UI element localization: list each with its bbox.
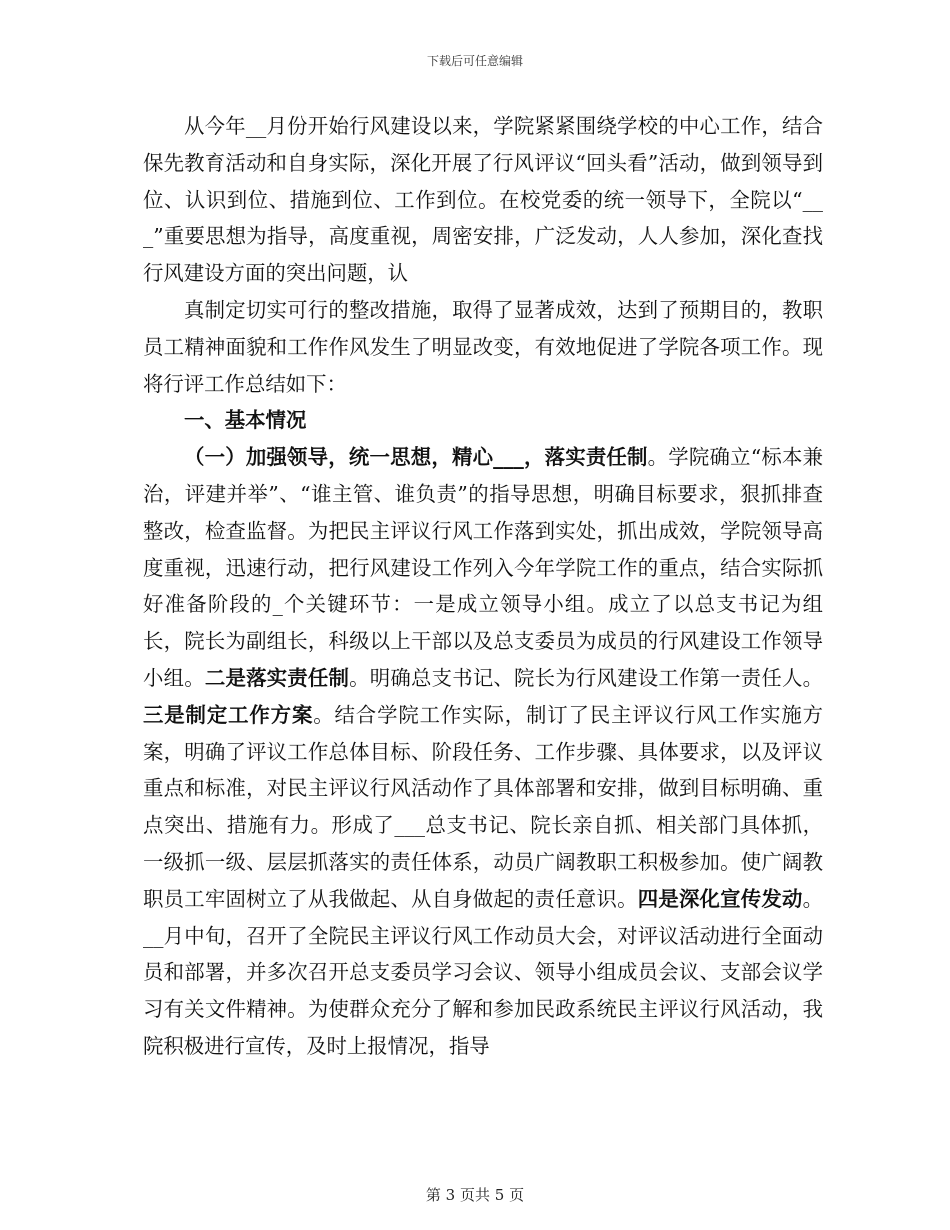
paragraph-section-1: [143, 439, 823, 1065]
section-heading: 一、基本情况: [184, 408, 307, 433]
text-span: 。__月中旬，召开了全院民主评议行风工作动员大会，对评议活动进行全面动员和部署，并多次召开总支委员学习会议、领导小组成员会议、支部会议学习有关文件精神。为使群众充分了解和参加民政系统民主评议行风活动，我院积极进行宣传，及时上报情况，指导: [143, 886, 824, 1058]
paragraph-intro: 从今年__月份开始行风建设以来，学院紧紧围绕学校的中心工作，结合保先教育活动和自身实际，深化开展了行风评议“回头看”活动，做到领导到位、认识到位、措施到位、工作到位。在校党委的统一领导下，全院以“___”重要思想为指导，高度重视，周密安排，广泛发动，人人参加，深化查找行风建设方面的突出问题，认: [143, 114, 823, 286]
bold-phrase-work-plan: 三是制定工作方案: [143, 702, 314, 727]
document-body: [143, 108, 823, 1065]
text-span: 。结合学院工作实际，制订了民主评议行风工作实施方案，明确了评议工作总体目标、阶段任务、工作步骤、具体要求，以及评议重点和标准，对民主评议行风活动作了具体部署和安排，做到目标明确、重点突出、措施有力。形成了___总支书记、院长亲自抓、相关部门具体抓，一级抓一级、层层抓落实的责任体系，动员广阔教职工积极参加。使广阔教职员工牢固树立了从我做起、从自身做起的责任意识。: [143, 702, 824, 911]
subheading-strengthen-leadership: （一）加强领导，统一思想，精心___，落实责任制: [184, 445, 648, 470]
page-footer: 第 3 页共 5 页: [425, 1186, 525, 1204]
text-span: 。明确总支书记、院长为行风建设工作第一责任人。: [349, 665, 824, 690]
text-span: 。学院确立“标本兼治，评建并举”、“谁主管、谁负责”的指导思想，明确目标要求，狠抓排查整改，检查监督。为把民主评议行风工作落到实处，抓出成效，学院领导高度重视，迅速行动，把行风建设工作列入今年学院工作的重点，结合实际抓好准备阶段的_个关键环节：一是成立领导小组。成立了以总支书记为组长，院长为副组长，科级以上干部以及总支委员为成员的行风建设工作领导小组。: [143, 445, 823, 690]
bold-phrase-responsibility: 二是落实责任制: [204, 665, 350, 690]
paragraph-intro-continued: 真制定切实可行的整改措施，取得了显著成效，达到了预期目的，教职员工精神面貌和工作作风发生了明显改变，有效地促进了学院各项工作。现将行评工作总结如下：: [143, 297, 823, 396]
bold-phrase-publicity: 四是深化宣传发动: [637, 886, 803, 911]
page-header: 下载后可任意编辑: [426, 54, 523, 68]
